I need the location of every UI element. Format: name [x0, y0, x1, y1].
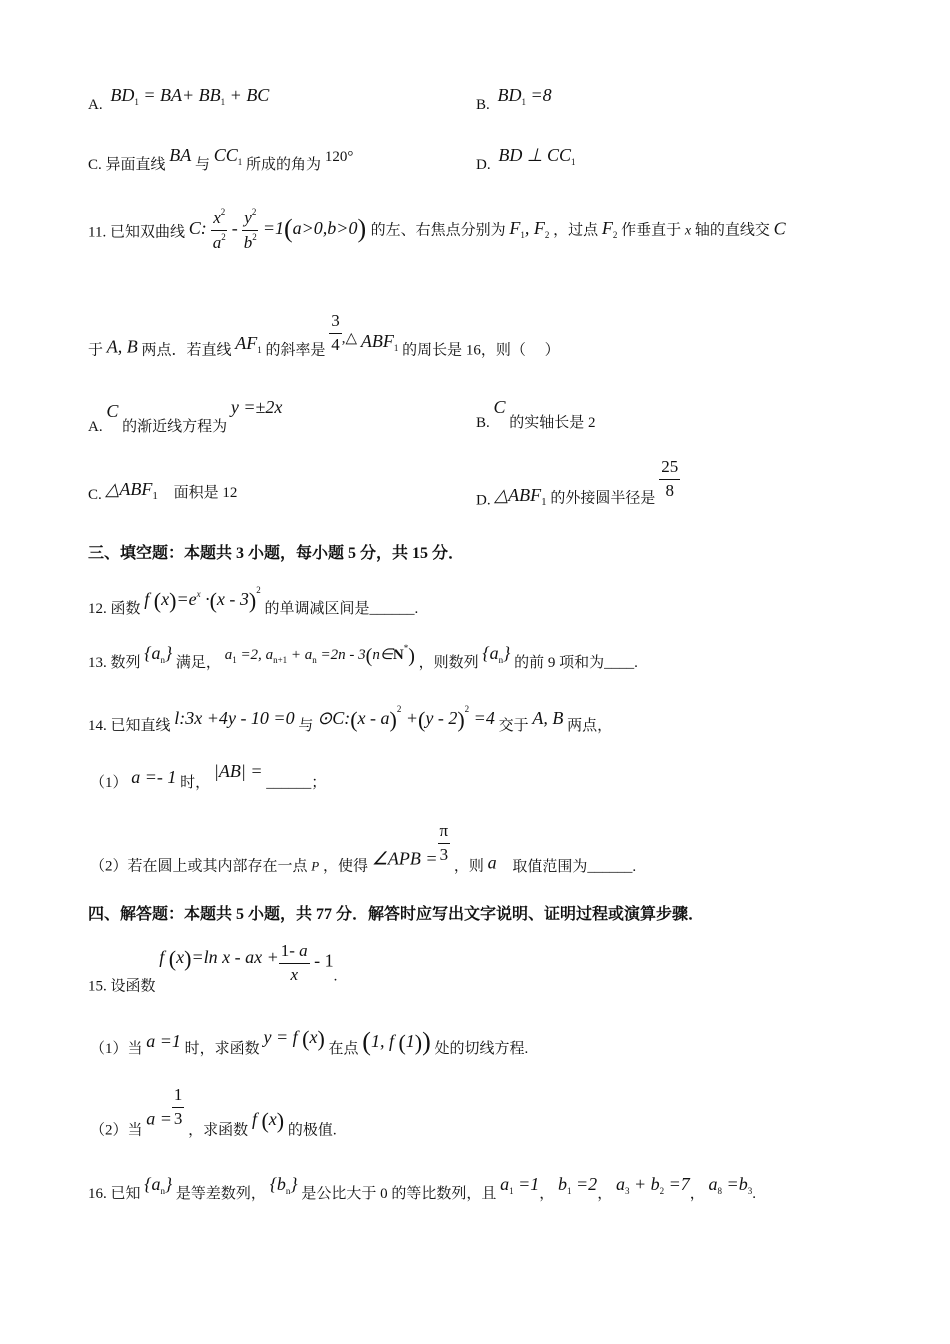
- q14: [88, 705, 612, 734]
- question-text: ，求函数: [188, 1122, 249, 1139]
- chord-length: |AB| =: [213, 761, 263, 781]
- part-label: （2）若在圆上或其内部存在一点: [90, 858, 308, 875]
- option-text: 的实轴长是 2: [509, 415, 596, 431]
- option-text: 与: [195, 157, 211, 173]
- q11-stem-line2: 于 A, B 两点．若直线 $AF_1$ 的斜率是 $\frac{3}{4}$ ,△ $ABF_1$ 的周长是 16，则（ ）: [88, 311, 560, 359]
- points-ab: A, B: [106, 336, 138, 357]
- q15: 15. 设函数 f (x)=ln x - ax + $\frac{1- a}{x}$ - 1.: [88, 941, 338, 995]
- sequence-an: $\{a_n\}$: [144, 1174, 173, 1196]
- option-label: C.: [88, 487, 102, 503]
- q10-option-b: [476, 86, 552, 113]
- option-label: B.: [476, 415, 490, 431]
- question-text: 在点: [328, 1041, 359, 1057]
- stem-text: 的左、右焦点分别为: [370, 222, 506, 239]
- question-text: 时，: [180, 775, 211, 791]
- q14-part2: [90, 822, 636, 875]
- part-label: （2）当: [90, 1122, 143, 1139]
- points-ab: A, B: [532, 708, 564, 728]
- question-text: 是等差数列，: [175, 1186, 266, 1202]
- separator: ，: [689, 1186, 705, 1202]
- question-text: 处的切线方程.: [434, 1041, 529, 1057]
- angle-apb: ∠APB =: [371, 848, 438, 869]
- part-label: （1）当: [90, 1041, 143, 1057]
- option-label: D.: [476, 157, 491, 173]
- question-text: ，则数列: [418, 655, 479, 671]
- question-number: 13. 数列: [88, 655, 141, 671]
- q11-stem-line1: [88, 208, 786, 252]
- q12: [88, 586, 418, 617]
- circle-equation: ⊙C:(x - a)$^2$ +(y - 2)$^2$ =4: [317, 704, 495, 732]
- question-number: 16. 已知: [88, 1186, 141, 1202]
- question-text: 的极值.: [287, 1122, 337, 1139]
- stem-text: 的斜率是: [265, 342, 326, 359]
- function-expr: f (x)=ln x - ax +: [159, 945, 279, 971]
- stem-text: 于: [88, 342, 104, 359]
- answer-blank: ______；: [266, 775, 327, 791]
- fraction: $\frac{1- a}{x}$: [280, 941, 308, 984]
- question-number: 12. 函数: [88, 601, 141, 617]
- condition-b1: $b_1 =2$: [558, 1174, 598, 1196]
- curve-c: C: [493, 397, 506, 417]
- question-number: 11. 已知双曲线: [88, 224, 185, 241]
- a-value: a =- 1: [131, 767, 177, 787]
- pi-over-3: $\frac{\pi}{3}$: [439, 821, 449, 864]
- stem-text: 轴的直线交: [694, 222, 770, 239]
- one-third: $\frac{1}{3}$: [173, 1085, 183, 1128]
- a-value: a =1: [146, 1031, 181, 1051]
- option-text: 所成的角为: [246, 157, 322, 173]
- line-equation: l:3x +4y - 10 =0: [174, 708, 295, 728]
- separator: ，: [539, 1186, 555, 1202]
- question-text: 两点，: [567, 718, 613, 734]
- q10-option-d: [476, 146, 576, 173]
- question-number: 14. 已知直线: [88, 718, 171, 734]
- triangle-abf1: $\triangle ABF_1$: [105, 479, 158, 502]
- a-value: a =: [146, 1108, 172, 1129]
- q11-option-d: [476, 458, 680, 509]
- q10-option-a: [88, 86, 269, 113]
- curve-c: C: [106, 401, 119, 421]
- hyperbola-equation: C: $\frac{x^2}{a^2}$ - $\frac{y^2}{b^2}$ =1(a>0,b>0): [188, 207, 367, 252]
- option-text: 的外接圆半径是: [550, 490, 656, 507]
- fraction: $\frac{x^2}{a^2}$: [212, 207, 226, 252]
- fraction: $\frac{y^2}{b^2}$: [243, 207, 257, 252]
- condition-a8-b3: $a_8 =b_3$: [708, 1174, 753, 1196]
- option-label: C. 异面直线: [88, 157, 166, 173]
- x-axis: x: [684, 223, 692, 239]
- option-label: B.: [476, 97, 490, 113]
- sequence-an: $\{a_n\}$: [144, 643, 173, 665]
- answer-blank: 取值范围为______.: [512, 858, 637, 875]
- param-a: a: [487, 852, 497, 873]
- question-text: 的前 9 项和为____.: [514, 655, 638, 671]
- sequence-bn: $\{b_n\}$: [269, 1174, 298, 1196]
- option-label: A.: [88, 97, 103, 113]
- option-label: D.: [476, 492, 491, 509]
- q11-option-a: [88, 398, 282, 435]
- section-heading-solutions: 四、解答题：本题共 5 小题，共 77 分．解答时应写出文字说明、证明过程或演算步骤．: [88, 906, 705, 923]
- question-text: 的单调减区间是______.: [264, 601, 419, 617]
- part-label: （1）: [90, 775, 128, 791]
- line-af1: $AF_1$: [235, 332, 262, 355]
- q13: [88, 644, 638, 671]
- question-text: 满足，: [175, 655, 221, 671]
- q10-option-c: [88, 146, 353, 173]
- stem-text: 的周长是 16，则（ ）: [402, 342, 560, 359]
- focus-f2: $F_2$: [601, 218, 618, 241]
- separator: ，: [597, 1186, 613, 1202]
- function-expr: f $(x)=e^x \cdot(x - 3)^2$: [144, 585, 261, 613]
- option-label: A.: [88, 419, 103, 435]
- vector-equation: $BD_1 = BA+ BB_1$ + BC: [110, 85, 270, 107]
- question-text: 交于: [498, 718, 529, 734]
- sequence-an: $\{a_n\}$: [482, 643, 511, 665]
- q14-part1: [90, 762, 326, 791]
- triangle-abf1: $\triangle ABF_1$: [494, 484, 547, 508]
- stem-text: ，过点: [553, 222, 599, 239]
- curve-c: C: [773, 218, 786, 239]
- option-text: 面积是 12: [173, 485, 238, 501]
- triangle-abf1: $ABF_1$: [360, 330, 399, 353]
- radius-fraction: $\frac{25}{8}$: [661, 457, 679, 500]
- length-equation: $BD_1 =8$: [497, 85, 552, 107]
- foci: $F_1$, $F_2$: [509, 218, 550, 241]
- question-text: 与: [298, 718, 314, 734]
- function-f: f (x): [251, 1107, 285, 1133]
- question-text: 时，求函数: [184, 1041, 260, 1057]
- option-text: 的渐近线方程为: [122, 419, 228, 435]
- q15-part1: [90, 1028, 528, 1057]
- question-text: 是公比大于 0 的等比数列，且: [301, 1186, 497, 1202]
- question-number: 15. 设函数: [88, 978, 156, 995]
- angle-value: 120°: [324, 149, 354, 165]
- asymptote-equation: y =±2x: [230, 397, 283, 417]
- condition-a1: $a_1 =1$: [500, 1174, 540, 1196]
- q16: 16. 已知 $\{a_n\}$ 是等差数列， $\{b_n\}$ 是公比大于 0 的等比数列，且 $a_1 =1$， $b_1 =2$， $a_3 + b_2 =7$， $a_8 =b_3$.: [88, 1174, 756, 1202]
- q15-part2: [90, 1086, 337, 1139]
- point-p: P: [311, 858, 320, 874]
- line-ba: BA: [169, 145, 192, 165]
- perpendicular-expr: BD ⊥ $CC_1$: [498, 145, 576, 167]
- stem-text: 作垂直于: [621, 222, 682, 239]
- q11-option-c: [88, 480, 237, 503]
- tangent-point: (1, f (1)): [362, 1027, 431, 1056]
- question-text: ，使得: [322, 858, 368, 875]
- stem-text: 两点．若直线: [141, 342, 232, 359]
- question-text: ，则: [453, 858, 484, 875]
- q11-option-b: [476, 398, 596, 431]
- section-heading-fill-in: 三、填空题：本题共 3 小题，每小题 5 分，共 15 分．: [88, 545, 465, 562]
- condition-a3-b2: $a_3 + b_2 =7$: [615, 1174, 690, 1196]
- recurrence-expr: $a_1 =2$, $a_{n+1} + a_n =2n$ - 3(n∈N*): [224, 643, 415, 667]
- function-y: y = f (x): [263, 1026, 325, 1051]
- slope-fraction: $\frac{3}{4}$: [331, 311, 340, 354]
- line-cc1: $CC_1$: [213, 145, 243, 167]
